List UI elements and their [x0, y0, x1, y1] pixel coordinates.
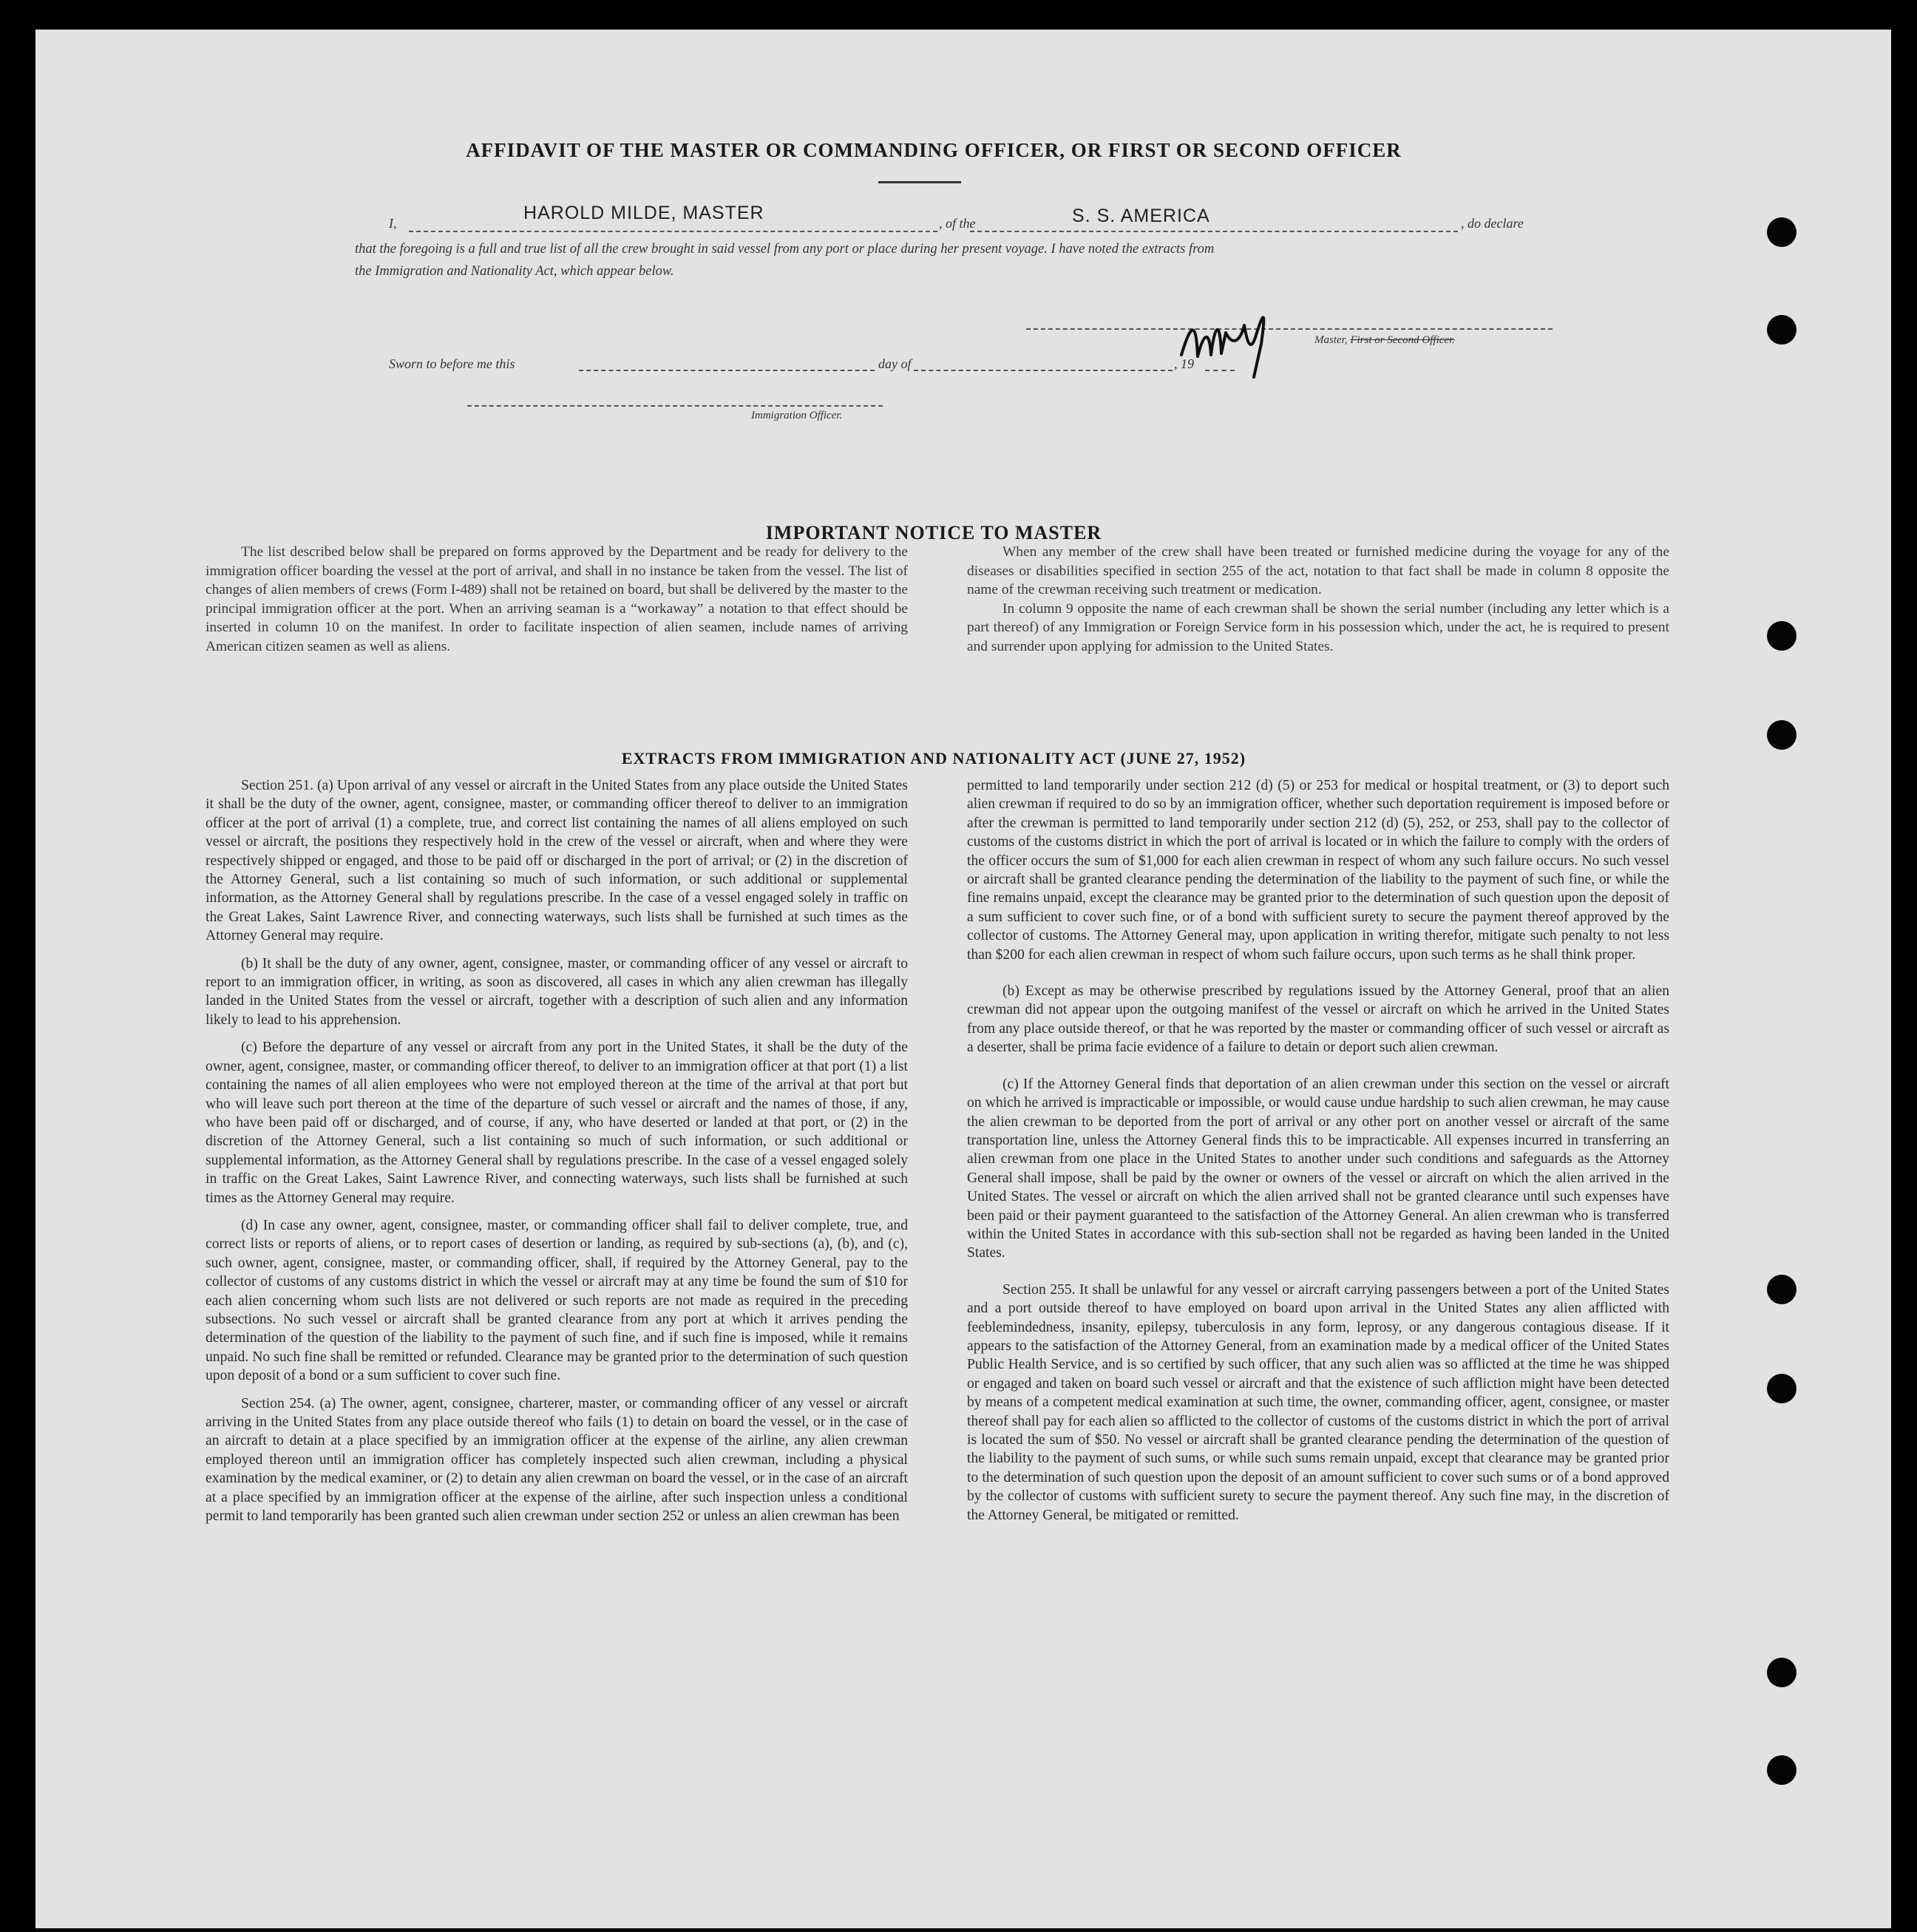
- section-255: Section 255. It shall be unlawful for any vessel or aircraft carrying passengers between a port of the United States and a port outside thereof to have employed on board upon arrival in the United States any alien afflicted with feeblemindedness, insanity, epilepsy, tuberculosis in any form, leprosy, or any dangerous contagious disease. If it appears to the satisfaction of the Attorney General, from an examination made by a medical officer of the United States Public Health Service, and is so certified by such officer, that any such alien was so afflicted at the time he was shipped or engaged and taken on board such vessel or aircraft and that the existence of such affliction might have been detected by means of a competent medical examination at such time, the owner, commanding officer, agent, consignee, or master thereof shall pay for each alien so afflicted to the collector of customs of the customs district in which the port of arrival is located the sum of $50. No vessel or aircraft shall be granted clearance pending the determination of the question of the liability to the payment of such sums, or while such sums remain unpaid, except that clearance may be granted prior to the determination of such question upon the deposit of an amount sufficient to cover such sums or of a bond approved by the collector of customs with sufficient surety to secure the payment thereof. Any such fine may, in the discretion of the Attorney General, be mitigated or remitted.: [967, 1281, 1669, 1523]
- master-caption: Master,: [1314, 334, 1348, 346]
- year-label: , 19: [1174, 356, 1194, 371]
- section-251d: (d) In case any owner, agent, consignee, master, or commanding officer shall fail to deliver complete, true, and correct lists or reports of aliens, or to report cases of desertion or landing, as required by sub-sections (a), (b), and (c), such owner, agent, consignee, master, or commanding officer, shall, if required by the Attorney General, pay to the collector of customs of any customs district in which the vessel or aircraft may at any time be found the sum of $10 for each alien concerning whom such lists are not delivered or such reports are not made as required in the preceding subsections. No such vessel or aircraft shall be granted clearance from any port at which it arrives pending the determination of the question of the liability to the payment of such fine, and if such fine is imposed, while it remains unpaid. No such fine shall be remitted or refunded. Clearance may be granted prior to the determination of such question upon deposit of a bond or a sum sufficient to cover such fine.: [206, 1217, 908, 1384]
- sworn-month-line: [914, 370, 1173, 371]
- of-the-label: , of the: [939, 216, 976, 231]
- section-251a: Section 251. (a) Upon arrival of any vessel or aircraft in the United States from any place outside the United States it shall be the duty of the owner, agent, consignee, master, or commanding officer thereof to deliver to an immigration officer at the port of arrival (1) a complete, true, and correct list containing the names of all aliens employed on such vessel or aircraft, the positions they respectively hold in the crew of the vessel or aircraft, when and where they were respectively shipped or engaged, and those to be paid off or discharged in the port of arrival; or (2) in the discretion of the Attorney General, such a list containing so much of such information, or such additional or supplemental information, as the Attorney General shall by regulations prescribe. In the case of a vessel engaged solely in traffic on the Great Lakes, Saint Lawrence River, and connecting waterways, such lists shall be furnished at such times as the Attorney General may require.: [206, 778, 908, 944]
- name-field-line: [409, 231, 937, 232]
- struck-officer-caption: First or Second Officer.: [1350, 334, 1455, 346]
- sworn-label: Sworn to before me this: [389, 356, 515, 371]
- punch-hole: [1767, 1374, 1796, 1403]
- section-254a: Section 254. (a) The owner, agent, consignee, charterer, master, or commanding officer of any vessel or aircraft arriving in the United States from any place outside thereof who fails (1) to detain on board the vessel, or in the case of an aircraft to detain at a place specified by an immigration officer at the expense of the airline, any alien crewman employed thereon until an immigration officer has completely inspected such alien crewman, including a physical examination by the medical examiner, or (2) to detain any alien crewman on board the vessel, or in the case of an aircraft at a place specified by an immigration officer at the expense of the airline, after such inspection unless a conditional permit to land temporarily has been granted such alien crewman under section 252 or unless an alien crewman has been: [206, 1395, 908, 1525]
- i-label: I,: [389, 216, 397, 231]
- vessel-field-line: [970, 231, 1458, 232]
- punch-hole: [1767, 217, 1796, 247]
- punch-hole: [1767, 720, 1796, 750]
- master-name-field[interactable]: HAROLD MILDE, MASTER: [523, 203, 764, 223]
- extracts-title: EXTRACTS FROM IMMIGRATION AND NATIONALITY ACT (JUNE 27, 1952): [621, 749, 1246, 767]
- immigration-officer-line: [467, 405, 883, 407]
- punch-hole: [1767, 315, 1796, 345]
- document-page: [35, 30, 1891, 1928]
- punch-hole: [1767, 1275, 1796, 1304]
- section-254c: (c) If the Attorney General finds that deportation of an alien crewman under this section on the vessel or aircraft on which he arrived is impracticable or impossible, or would cause undue hardship to such alien crewman, he may cause the alien crewman to be deported from the port of arrival or any other port on another vessel or aircraft of the same transportation line, unless the Attorney General finds this to be impracticable. All expenses incurred in transferring an alien crewman from one place in the United States to another under such conditions and safeguards as the Attorney General shall impose, shall be paid by the owner or owners of the vessel or aircraft on which the alien arrived in the United States. The vessel or aircraft on which the alien arrived shall not be granted clearance until such expenses have been paid or their payment guaranteed to the satisfaction of the Attorney General. An alien crewman who is transferred within the United States in accordance with this sub-section shall not be regarded as having been landed in the United States.: [967, 1076, 1669, 1261]
- notice-left-paragraph: The list described below shall be prepared on forms approved by the Department and be ready for delivery to the immigration officer boarding the vessel at the port of arrival, and shall in no instance be taken from the vessel. The list of changes of alien members of crews (Form I-489) shall not be retained on board, but shall be delivered by the master to the principal immigration officer at the port. When an arriving seaman is a “workaway” a notation to that effect should be inserted in column 10 on the manifest. In order to facilitate inspection of alien seamen, include names of arriving American citizen seamen as well as aliens.: [206, 544, 908, 654]
- notice-right-paragraph-2: In column 9 opposite the name of each crewman shall be shown the serial number (including any letter which is a part thereof) of any Immigration or Foreign Service form in his possession which, under the act, he is required to present and surrender upon applying for admission to the United States.: [967, 600, 1669, 654]
- do-declare-label: , do declare: [1461, 216, 1524, 231]
- signature-line: [1026, 328, 1553, 330]
- notice-left-column: [206, 543, 908, 657]
- sworn-day-line: [579, 370, 875, 371]
- signature-caption: [1314, 334, 1455, 347]
- section-251c: (c) Before the departure of any vessel or aircraft from any port in the United States, it shall be the duty of the owner, agent, consignee, master, or commanding officer thereof, to deliver to an immigration officer at that port (1) a list containing the names of all alien employees who were not employed thereon at the time of the arrival at that port but who will leave such port thereon at the time of the departure of such vessel or aircraft and the names of those, if any, who have been paid off or discharged, and of course, if any, who have deserted or landed at that port, or (2) in the discretion of the Attorney General, such a list containing so much of such information, or such additional or supplemental information, as the Attorney General shall by regulations prescribe. In the case of a vessel engaged solely in traffic on the Great Lakes, Saint Lawrence River, and connecting waterways, such lists shall be furnished at such times as the Attorney General may require.: [206, 1040, 908, 1206]
- section-254b: (b) Except as may be otherwise prescribed by regulations issued by the Attorney General, proof that an alien crewman did not appear upon the outgoing manifest of the vessel or aircraft on which he arrived in the United States from any place outside thereof, or that he was reported by the master or commanding officer of such vessel or aircraft as a deserter, shall be prima facie evidence of a failure to detain or deport such alien crewman.: [967, 983, 1669, 1056]
- vessel-name-field[interactable]: S. S. AMERICA: [1072, 206, 1210, 226]
- sworn-year-line: [1205, 370, 1235, 371]
- punch-hole: [1767, 1755, 1796, 1785]
- title-rule: [878, 181, 961, 183]
- day-of-label: day of: [878, 356, 912, 371]
- declaration-line-1: that the foregoing is a full and true list of all the crew brought in said vessel from any port or place during her present voyage. I have noted the extracts from: [355, 242, 1215, 257]
- punch-hole: [1767, 1658, 1796, 1687]
- notice-right-paragraph-1: When any member of the crew shall have been treated or furnished medicine during the voyage for any of the diseases or disabilities specified in section 255 of the act, notation to that fact shall be made in column 8 opposite the name of the crewman receiving such treatment or medication.: [967, 544, 1669, 598]
- extracts-left-column: [206, 776, 908, 1534]
- section-251b: (b) It shall be the duty of any owner, agent, consignee, master, or commanding officer of any vessel or aircraft to report to an immigration officer, in writing, as soon as discovered, all cases in which any alien crewman has illegally landed in the United States from the vessel or aircraft, together with a description of such alien and any information likely to lead to his apprehension.: [206, 955, 908, 1028]
- immigration-officer-label: Immigration Officer.: [751, 410, 843, 421]
- affidavit-title: AFFIDAVIT OF THE MASTER OR COMMANDING OFFICER, OR FIRST OR SECOND OFFICER: [466, 139, 1402, 161]
- declaration-line-2: the Immigration and Nationality Act, which appear below.: [355, 264, 674, 279]
- extracts-right-column: [967, 776, 1669, 1533]
- notice-title: IMPORTANT NOTICE TO MASTER: [765, 522, 1102, 543]
- punch-hole: [1767, 621, 1796, 651]
- master-signature: [1174, 303, 1285, 384]
- section-254a-continued: permitted to land temporarily under section 212 (d) (5) or 253 for medical or hospital treatment, or (3) to deport such alien crewman if required to do so by an immigration officer, whether such deportation requirement is imposed before or after the crewman is permitted to land temporarily under section 212 (d) (5), 252, or 253, shall pay to the collector of customs of the customs district in which the port of arrival is located or in which the failure to comply with the orders of the officer occurs the sum of $1,000 for each alien crewman in respect of whom any such failure occurs. No such vessel or aircraft shall be granted clearance pending the determination of the liability to the payment of such fine, or while the fine remains unpaid, except the clearance may be granted prior to the determination of such question upon the deposit of a sum sufficient to cover such fine, or of a bond with sufficient surety to secure the payment thereof approved by the collector of customs. The Attorney General may, upon application in writing therefor, mitigate such penalty to not less than $200 for each alien crewman in respect of whom such failure occurs, upon such terms as he shall think proper.: [967, 778, 1669, 963]
- notice-right-column: [967, 543, 1669, 657]
